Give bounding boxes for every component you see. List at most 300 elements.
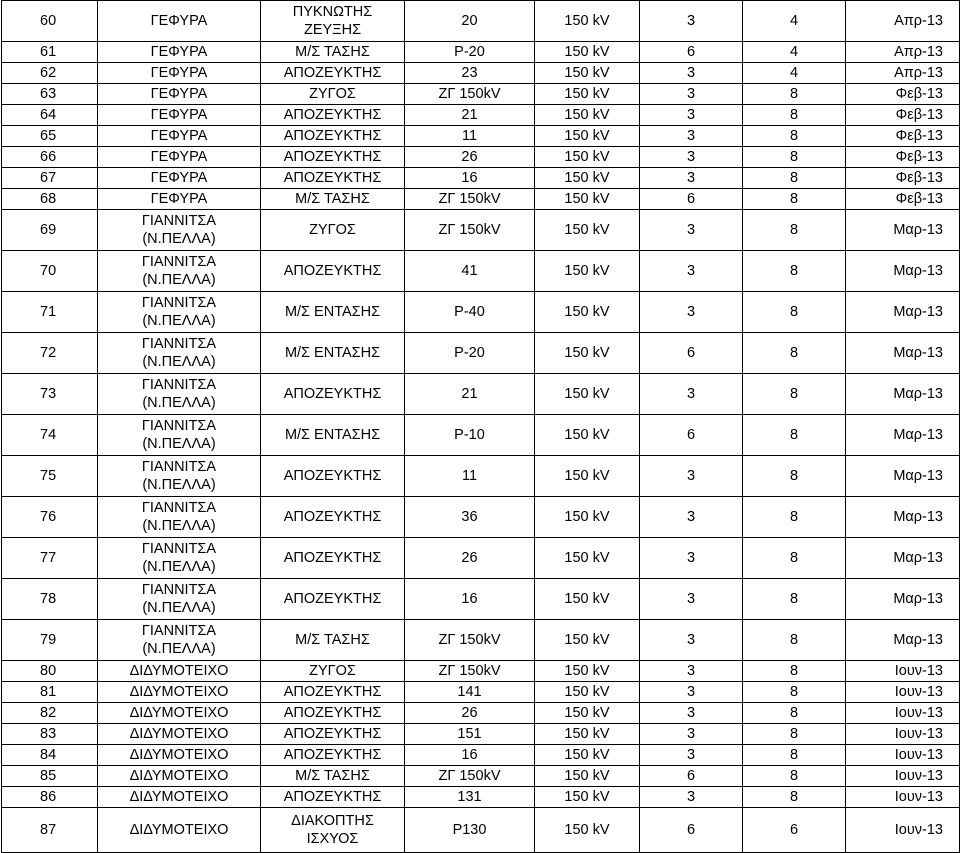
cell-value-1: 6	[640, 766, 743, 787]
cell-date: Απρ-13	[846, 63, 960, 84]
cell-equipment	[261, 333, 405, 374]
cell-equipment-line: ΑΠΟΖΕΥΚΤΗΣ	[283, 128, 382, 144]
table-row	[2, 579, 960, 620]
cell-value-1: 3	[640, 745, 743, 766]
table-row	[2, 292, 960, 333]
cell-code: 41	[405, 251, 535, 292]
cell-value-2: 8	[743, 703, 846, 724]
cell-location-line: (Ν.ΠΕΛΛΑ)	[142, 313, 216, 329]
cell-equipment	[261, 620, 405, 661]
cell-location	[98, 497, 261, 538]
cell-number: 76	[2, 497, 98, 538]
cell-value-1: 3	[640, 724, 743, 745]
cell-equipment	[261, 251, 405, 292]
cell-value-2: 8	[743, 745, 846, 766]
cell-date: Ιουν-13	[846, 808, 960, 853]
cell-location-line: ΓΕΦΥΡΑ	[150, 86, 208, 102]
cell-voltage: 150 kV	[535, 682, 640, 703]
cell-code: ΖΓ 150kV	[405, 766, 535, 787]
cell-date: Μαρ-13	[846, 497, 960, 538]
cell-number: 66	[2, 147, 98, 168]
cell-code: ΖΓ 150kV	[405, 84, 535, 105]
cell-value-2: 8	[743, 766, 846, 787]
table-row	[2, 682, 960, 703]
cell-location-line: ΓΙΑΝΝΙΤΣΑ	[141, 377, 217, 393]
table-row	[2, 808, 960, 853]
cell-number: 60	[2, 1, 98, 42]
cell-number: 71	[2, 292, 98, 333]
cell-location	[98, 661, 261, 682]
cell-location-line: ΓΙΑΝΝΙΤΣΑ	[141, 459, 217, 475]
cell-equipment-line: ΑΠΟΖΕΥΚΤΗΣ	[283, 149, 382, 165]
cell-equipment-line: Μ/Σ ΤΑΣΗΣ	[295, 191, 370, 207]
cell-code: 36	[405, 497, 535, 538]
cell-voltage: 150 kV	[535, 415, 640, 456]
cell-equipment	[261, 456, 405, 497]
cell-value-1: 3	[640, 579, 743, 620]
cell-voltage: 150 kV	[535, 105, 640, 126]
cell-code: Ρ-10	[405, 415, 535, 456]
cell-date: Μαρ-13	[846, 333, 960, 374]
table-row	[2, 620, 960, 661]
cell-equipment-line: ΔΙΑΚΟΠΤΗΣ	[291, 813, 374, 829]
cell-date: Ιουν-13	[846, 745, 960, 766]
cell-location-line: (Ν.ΠΕΛΛΑ)	[142, 354, 216, 370]
cell-voltage: 150 kV	[535, 497, 640, 538]
cell-value-2: 8	[743, 787, 846, 808]
table-row	[2, 1, 960, 42]
cell-date: Φεβ-13	[846, 84, 960, 105]
cell-location	[98, 189, 261, 210]
cell-code: Ρ-40	[405, 292, 535, 333]
cell-location	[98, 333, 261, 374]
cell-value-1: 3	[640, 126, 743, 147]
cell-equipment-line: ΖΥΓΟΣ	[309, 663, 356, 679]
cell-location-line: ΓΙΑΝΝΙΤΣΑ	[141, 295, 217, 311]
table-row	[2, 333, 960, 374]
cell-code: 21	[405, 105, 535, 126]
cell-value-2: 8	[743, 538, 846, 579]
cell-equipment	[261, 787, 405, 808]
cell-equipment-line: ΑΠΟΖΕΥΚΤΗΣ	[283, 509, 382, 525]
cell-voltage: 150 kV	[535, 579, 640, 620]
table-row	[2, 126, 960, 147]
cell-voltage: 150 kV	[535, 333, 640, 374]
cell-equipment	[261, 1, 405, 42]
cell-location	[98, 724, 261, 745]
cell-location	[98, 456, 261, 497]
cell-equipment	[261, 497, 405, 538]
cell-location-line: ΓΙΑΝΝΙΤΣΑ	[141, 582, 217, 598]
table-row	[2, 42, 960, 63]
cell-value-1: 3	[640, 682, 743, 703]
cell-location-line: ΔΙΔΥΜΟΤΕΙΧΟ	[129, 822, 229, 838]
table-row	[2, 63, 960, 84]
table-row	[2, 415, 960, 456]
cell-date: Απρ-13	[846, 42, 960, 63]
cell-date: Φεβ-13	[846, 168, 960, 189]
cell-date: Μαρ-13	[846, 210, 960, 251]
cell-voltage: 150 kV	[535, 292, 640, 333]
cell-location	[98, 42, 261, 63]
cell-number: 86	[2, 787, 98, 808]
cell-location-line: ΓΙΑΝΝΙΤΣΑ	[141, 418, 217, 434]
cell-location-line: ΓΕΦΥΡΑ	[150, 44, 208, 60]
cell-location-line: ΓΕΦΥΡΑ	[150, 191, 208, 207]
cell-value-2: 8	[743, 620, 846, 661]
cell-voltage: 150 kV	[535, 42, 640, 63]
cell-equipment-line: ΑΠΟΖΕΥΚΤΗΣ	[283, 386, 382, 402]
cell-code: 11	[405, 126, 535, 147]
cell-location-line: ΓΙΑΝΝΙΤΣΑ	[141, 213, 217, 229]
cell-date: Μαρ-13	[846, 415, 960, 456]
cell-value-2: 8	[743, 456, 846, 497]
cell-value-2: 8	[743, 374, 846, 415]
cell-location	[98, 682, 261, 703]
cell-location-line: (Ν.ΠΕΛΛΑ)	[142, 231, 216, 247]
cell-equipment	[261, 168, 405, 189]
cell-value-2: 4	[743, 1, 846, 42]
cell-value-1: 3	[640, 497, 743, 538]
cell-voltage: 150 kV	[535, 724, 640, 745]
cell-value-2: 8	[743, 682, 846, 703]
cell-location	[98, 84, 261, 105]
cell-number: 87	[2, 808, 98, 853]
cell-code: 131	[405, 787, 535, 808]
table-row	[2, 703, 960, 724]
cell-voltage: 150 kV	[535, 703, 640, 724]
cell-number: 83	[2, 724, 98, 745]
cell-code: 151	[405, 724, 535, 745]
cell-date: Μαρ-13	[846, 292, 960, 333]
cell-equipment-line: ΑΠΟΖΕΥΚΤΗΣ	[283, 65, 382, 81]
cell-equipment-line: ΖΕΥΞΗΣ	[303, 22, 362, 38]
table-row	[2, 374, 960, 415]
cell-value-2: 8	[743, 105, 846, 126]
cell-voltage: 150 kV	[535, 1, 640, 42]
cell-number: 65	[2, 126, 98, 147]
cell-value-1: 6	[640, 415, 743, 456]
table-row	[2, 661, 960, 682]
table-row	[2, 456, 960, 497]
cell-number: 70	[2, 251, 98, 292]
cell-code: 26	[405, 147, 535, 168]
cell-location	[98, 538, 261, 579]
cell-number: 75	[2, 456, 98, 497]
cell-value-2: 8	[743, 415, 846, 456]
cell-equipment-line: ΑΠΟΖΕΥΚΤΗΣ	[283, 550, 382, 566]
cell-location-line: (Ν.ΠΕΛΛΑ)	[142, 518, 216, 534]
cell-location	[98, 292, 261, 333]
cell-equipment	[261, 415, 405, 456]
cell-equipment-line: ΑΠΟΖΕΥΚΤΗΣ	[283, 705, 382, 721]
cell-code: 16	[405, 745, 535, 766]
cell-voltage: 150 kV	[535, 63, 640, 84]
cell-code: 26	[405, 703, 535, 724]
cell-number: 69	[2, 210, 98, 251]
cell-value-1: 6	[640, 189, 743, 210]
table-row	[2, 497, 960, 538]
cell-value-2: 4	[743, 42, 846, 63]
cell-location	[98, 579, 261, 620]
cell-date: Απρ-13	[846, 1, 960, 42]
table-row	[2, 147, 960, 168]
cell-equipment-line: ΑΠΟΖΕΥΚΤΗΣ	[283, 591, 382, 607]
cell-value-2: 8	[743, 661, 846, 682]
cell-value-1: 3	[640, 292, 743, 333]
cell-date: Ιουν-13	[846, 703, 960, 724]
cell-location	[98, 745, 261, 766]
cell-voltage: 150 kV	[535, 168, 640, 189]
cell-date: Ιουν-13	[846, 661, 960, 682]
cell-value-1: 3	[640, 251, 743, 292]
cell-equipment-line: ΑΠΟΖΕΥΚΤΗΣ	[283, 107, 382, 123]
cell-location-line: ΓΕΦΥΡΑ	[150, 65, 208, 81]
cell-value-1: 3	[640, 63, 743, 84]
cell-location	[98, 620, 261, 661]
cell-value-2: 8	[743, 333, 846, 374]
cell-value-1: 3	[640, 661, 743, 682]
table-row	[2, 538, 960, 579]
cell-value-1: 6	[640, 808, 743, 853]
cell-location-line: (Ν.ΠΕΛΛΑ)	[142, 395, 216, 411]
cell-date: Μαρ-13	[846, 538, 960, 579]
cell-number: 82	[2, 703, 98, 724]
cell-value-1: 3	[640, 538, 743, 579]
cell-location-line: ΔΙΔΥΜΟΤΕΙΧΟ	[129, 705, 229, 721]
cell-voltage: 150 kV	[535, 456, 640, 497]
cell-value-2: 8	[743, 251, 846, 292]
cell-value-1: 3	[640, 703, 743, 724]
cell-code: 16	[405, 579, 535, 620]
cell-equipment	[261, 210, 405, 251]
cell-code: 141	[405, 682, 535, 703]
cell-value-1: 3	[640, 210, 743, 251]
cell-value-1: 6	[640, 333, 743, 374]
equipment-table	[1, 0, 960, 853]
cell-location-line: ΓΕΦΥΡΑ	[150, 13, 208, 29]
cell-location-line: ΔΙΔΥΜΟΤΕΙΧΟ	[129, 684, 229, 700]
cell-date: Φεβ-13	[846, 126, 960, 147]
cell-date: Μαρ-13	[846, 251, 960, 292]
cell-location-line: (Ν.ΠΕΛΛΑ)	[142, 436, 216, 452]
cell-number: 63	[2, 84, 98, 105]
cell-voltage: 150 kV	[535, 374, 640, 415]
cell-equipment-line: Μ/Σ ΕΝΤΑΣΗΣ	[284, 427, 381, 443]
table-row	[2, 766, 960, 787]
cell-code: ΖΓ 150kV	[405, 189, 535, 210]
cell-equipment	[261, 189, 405, 210]
cell-location-line: ΓΙΑΝΝΙΤΣΑ	[141, 254, 217, 270]
cell-value-2: 6	[743, 808, 846, 853]
cell-equipment-line: ΖΥΓΟΣ	[309, 222, 356, 238]
table-row	[2, 168, 960, 189]
cell-location-line: ΔΙΔΥΜΟΤΕΙΧΟ	[129, 789, 229, 805]
cell-equipment	[261, 147, 405, 168]
cell-location	[98, 787, 261, 808]
cell-equipment	[261, 126, 405, 147]
table-body	[2, 1, 960, 853]
cell-date: Φεβ-13	[846, 189, 960, 210]
cell-code: 26	[405, 538, 535, 579]
cell-number: 74	[2, 415, 98, 456]
cell-voltage: 150 kV	[535, 661, 640, 682]
cell-number: 78	[2, 579, 98, 620]
cell-voltage: 150 kV	[535, 745, 640, 766]
cell-value-1: 3	[640, 374, 743, 415]
cell-equipment	[261, 42, 405, 63]
cell-voltage: 150 kV	[535, 210, 640, 251]
table-row	[2, 105, 960, 126]
cell-equipment-line: ΖΥΓΟΣ	[309, 86, 356, 102]
cell-equipment	[261, 84, 405, 105]
table-row	[2, 251, 960, 292]
cell-location	[98, 105, 261, 126]
cell-location	[98, 210, 261, 251]
cell-code: 23	[405, 63, 535, 84]
cell-equipment-line: ΑΠΟΖΕΥΚΤΗΣ	[283, 263, 382, 279]
cell-number: 61	[2, 42, 98, 63]
table-row	[2, 787, 960, 808]
cell-equipment-line: ΑΠΟΖΕΥΚΤΗΣ	[283, 726, 382, 742]
cell-equipment	[261, 808, 405, 853]
table-row	[2, 189, 960, 210]
cell-date: Μαρ-13	[846, 620, 960, 661]
cell-location	[98, 147, 261, 168]
cell-equipment	[261, 703, 405, 724]
cell-equipment-line: Μ/Σ ΕΝΤΑΣΗΣ	[284, 345, 381, 361]
cell-equipment	[261, 661, 405, 682]
cell-date: Φεβ-13	[846, 105, 960, 126]
cell-location	[98, 1, 261, 42]
cell-value-2: 8	[743, 126, 846, 147]
cell-location-line: ΔΙΔΥΜΟΤΕΙΧΟ	[129, 663, 229, 679]
cell-location	[98, 374, 261, 415]
cell-date: Μαρ-13	[846, 579, 960, 620]
cell-voltage: 150 kV	[535, 787, 640, 808]
cell-equipment-line: ΑΠΟΖΕΥΚΤΗΣ	[283, 684, 382, 700]
cell-equipment-line: Μ/Σ ΤΑΣΗΣ	[295, 768, 370, 784]
cell-value-2: 8	[743, 497, 846, 538]
cell-location	[98, 63, 261, 84]
cell-equipment-line: ΑΠΟΖΕΥΚΤΗΣ	[283, 747, 382, 763]
cell-number: 80	[2, 661, 98, 682]
cell-number: 81	[2, 682, 98, 703]
cell-code: ΖΓ 150kV	[405, 210, 535, 251]
cell-date: Ιουν-13	[846, 682, 960, 703]
cell-value-2: 4	[743, 63, 846, 84]
cell-equipment	[261, 374, 405, 415]
cell-location-line: ΔΙΔΥΜΟΤΕΙΧΟ	[129, 768, 229, 784]
cell-location	[98, 766, 261, 787]
cell-location-line: ΔΙΔΥΜΟΤΕΙΧΟ	[129, 726, 229, 742]
cell-value-1: 3	[640, 105, 743, 126]
cell-code: 16	[405, 168, 535, 189]
cell-location-line: ΓΙΑΝΝΙΤΣΑ	[141, 500, 217, 516]
cell-location	[98, 415, 261, 456]
cell-location	[98, 808, 261, 853]
cell-number: 68	[2, 189, 98, 210]
cell-equipment	[261, 579, 405, 620]
cell-number: 67	[2, 168, 98, 189]
cell-date: Ιουν-13	[846, 724, 960, 745]
cell-code: 21	[405, 374, 535, 415]
cell-number: 79	[2, 620, 98, 661]
cell-value-2: 8	[743, 189, 846, 210]
cell-date: Μαρ-13	[846, 456, 960, 497]
cell-location-line: ΓΕΦΥΡΑ	[150, 128, 208, 144]
cell-equipment	[261, 766, 405, 787]
cell-equipment	[261, 105, 405, 126]
cell-location-line: (Ν.ΠΕΛΛΑ)	[142, 272, 216, 288]
cell-equipment	[261, 63, 405, 84]
cell-voltage: 150 kV	[535, 84, 640, 105]
cell-code: ΖΓ 150kV	[405, 620, 535, 661]
cell-number: 62	[2, 63, 98, 84]
cell-value-1: 6	[640, 42, 743, 63]
cell-voltage: 150 kV	[535, 808, 640, 853]
cell-equipment-line: Μ/Σ ΤΑΣΗΣ	[295, 632, 370, 648]
cell-value-1: 3	[640, 456, 743, 497]
cell-location-line: ΓΙΑΝΝΙΤΣΑ	[141, 541, 217, 557]
cell-date: Μαρ-13	[846, 374, 960, 415]
cell-date: Ιουν-13	[846, 766, 960, 787]
table-row	[2, 745, 960, 766]
cell-code: Ρ130	[405, 808, 535, 853]
cell-voltage: 150 kV	[535, 126, 640, 147]
cell-equipment-line: ΑΠΟΖΕΥΚΤΗΣ	[283, 170, 382, 186]
cell-value-1: 3	[640, 168, 743, 189]
cell-value-1: 3	[640, 620, 743, 661]
cell-equipment-line: Μ/Σ ΤΑΣΗΣ	[295, 44, 370, 60]
cell-voltage: 150 kV	[535, 147, 640, 168]
cell-location-line: (Ν.ΠΕΛΛΑ)	[142, 600, 216, 616]
cell-equipment-line: ΑΠΟΖΕΥΚΤΗΣ	[283, 789, 382, 805]
cell-number: 77	[2, 538, 98, 579]
cell-value-2: 8	[743, 724, 846, 745]
cell-location-line: ΓΙΑΝΝΙΤΣΑ	[141, 623, 217, 639]
cell-value-2: 8	[743, 147, 846, 168]
cell-number: 84	[2, 745, 98, 766]
cell-location	[98, 251, 261, 292]
cell-voltage: 150 kV	[535, 766, 640, 787]
cell-location-line: ΓΕΦΥΡΑ	[150, 149, 208, 165]
cell-location-line: ΔΙΔΥΜΟΤΕΙΧΟ	[129, 747, 229, 763]
table-row	[2, 84, 960, 105]
cell-location-line: (Ν.ΠΕΛΛΑ)	[142, 477, 216, 493]
cell-equipment	[261, 538, 405, 579]
cell-code: Ρ-20	[405, 42, 535, 63]
cell-value-1: 3	[640, 1, 743, 42]
cell-equipment	[261, 682, 405, 703]
cell-equipment-line: Μ/Σ ΕΝΤΑΣΗΣ	[284, 304, 381, 320]
table-row	[2, 724, 960, 745]
cell-number: 64	[2, 105, 98, 126]
cell-code: 11	[405, 456, 535, 497]
cell-equipment-line: ΙΣΧΥΟΣ	[306, 831, 359, 847]
cell-voltage: 150 kV	[535, 189, 640, 210]
cell-number: 73	[2, 374, 98, 415]
cell-location-line: (Ν.ΠΕΛΛΑ)	[142, 559, 216, 575]
cell-value-2: 8	[743, 84, 846, 105]
cell-value-1: 3	[640, 147, 743, 168]
cell-value-2: 8	[743, 292, 846, 333]
cell-location-line: ΓΕΦΥΡΑ	[150, 170, 208, 186]
cell-number: 72	[2, 333, 98, 374]
cell-value-2: 8	[743, 210, 846, 251]
cell-location	[98, 703, 261, 724]
cell-code: 20	[405, 1, 535, 42]
